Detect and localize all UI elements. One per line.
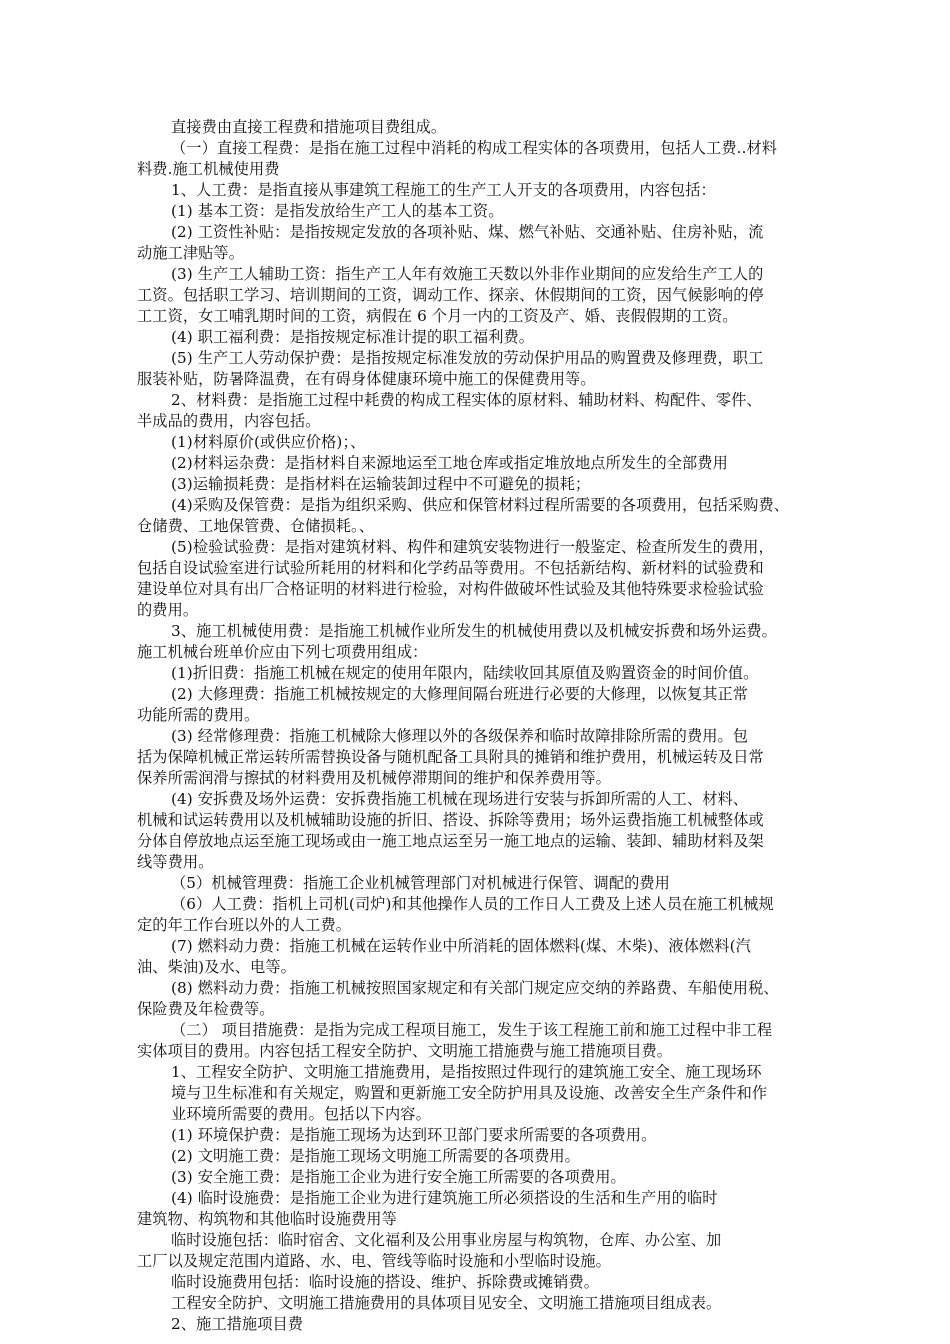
text-line: 工厂以及规定范围内道路、水、电、管线等临时设施和小型临时设施。 — [137, 1252, 611, 1270]
text-line: 工工资，女工哺乳期时间的工资，病假在 6 个月一内的工资及产、婚、丧假假期的工资。 — [137, 307, 738, 325]
text-line: (3) 生产工人辅助工资：指生产工人年有效施工天数以外非作业期间的应发给生产工人的 — [171, 265, 764, 283]
text-line: 境与卫生标准和有关规定，购置和更新施工安全防护用具及设施、改善安全生产条件和作 — [171, 1084, 768, 1102]
text-line: (4) 安拆费及场外运费：安拆费指施工机械在现场进行安装与拆卸所需的人工、材料、 — [171, 790, 749, 808]
text-line: 服装补贴，防暑降温费，在有碍身体健康环境中施工的保健费用等。 — [137, 370, 596, 388]
text-line: 机械和试运转费用以及机械辅助设施的折旧、搭设、拆除等费用；场外运费指施工机械整体或 — [137, 811, 764, 829]
text-line: (7) 燃料动力费：指施工机械在运转作业中所消耗的固体燃料(煤、木柴)、液体燃料(汽 — [171, 937, 751, 955]
text-line: (4)采购及保管费：是指为组织采购、供应和保管材料过程所需要的各项费用，包括采购费、 — [171, 496, 790, 514]
text-line: 直接费由直接工程费和措施项目费组成。 — [171, 118, 447, 136]
text-line: （二） 项目措施费：是指为完成工程项目施工，发生于该工程施工前和施工过程中非工程 — [171, 1021, 773, 1039]
text-line: 半成品的费用，内容包括。 — [137, 412, 321, 430]
text-line: 定的年工作台班以外的人工费。 — [137, 916, 352, 934]
text-line: 业环境所需要的费用。包括以下内容。 — [171, 1105, 431, 1123]
text-line: (1)材料原价(或供应价格)；、 — [171, 433, 366, 451]
text-line: 的费用。 — [137, 601, 199, 619]
text-line: （5）机械管理费：指施工企业机械管理部门对机械进行保管、调配的费用 — [171, 874, 670, 892]
text-line: 功能所需的费用。 — [137, 706, 260, 724]
text-line: (2) 大修理费：指施工机械按规定的大修理间隔台班进行必要的大修理，以恢复其正常 — [171, 685, 749, 703]
text-line: 2、材料费：是指施工过程中耗费的构成工程实体的原材料、辅助材料、构配件、零件、 — [171, 391, 762, 409]
text-line: (5) 生产工人劳动保护费：是指按规定标准发放的劳动保护用品的购置费及修理费，职工 — [171, 349, 764, 367]
text-line: (5)检验试验费：是指对建筑材料、构件和建筑安装物进行一般鉴定、检查所发生的费用， — [171, 538, 774, 556]
text-line: (4) 职工福利费：是指按规定标准计提的职工福利费。 — [171, 328, 535, 346]
text-line: (8) 燃料动力费：指施工机械按照国家规定和有关部门规定应交纳的养路费、车船使用税、 — [171, 979, 779, 997]
text-line: 包括自设试验室进行试验所耗用的材料和化学药品等费用。不包括新结构、新材料的试验费和 — [137, 559, 764, 577]
text-line: (1) 基本工资：是指发放给生产工人的基本工资。 — [171, 202, 504, 220]
text-line: 建设单位对具有出厂合格证明的材料进行检验，对构件做破坏性试验及其他特殊要求检验试验 — [137, 580, 764, 598]
text-line: 工程安全防护、文明施工措施费用的具体项目见安全、文明施工措施项目组成表。 — [171, 1294, 722, 1312]
text-line: （6）人工费：指机上司机(司炉)和其他操作人员的工作日人工费及上述人员在施工机械规 — [171, 895, 774, 913]
text-line: 料费.施工机械使用费 — [137, 160, 280, 178]
text-line: （一）直接工程费：是指在施工过程中消耗的构成工程实体的各项费用，包括人工费..材料 — [171, 139, 778, 157]
text-line: 建筑物、构筑物和其他临时设施费用等 — [137, 1210, 397, 1228]
text-line: (2) 工资性补贴：是指按规定发放的各项补贴、煤、燃气补贴、交通补贴、住房补贴，流 — [171, 223, 764, 241]
text-line: 施工机械台班单价应由下列七项费用组成： — [137, 643, 428, 661]
text-line: 1、工程安全防护、文明施工措施费用，是指按照过件现行的建筑施工安全、施工现场环 — [171, 1063, 762, 1081]
text-line: 油、柴油)及水、电等。 — [137, 958, 296, 976]
text-line: 动施工津贴等。 — [137, 244, 245, 262]
text-line: 1、人工费：是指直接从事建筑工程施工的生产工人开支的各项费用，内容包括： — [171, 181, 716, 199]
text-line: (2) 文明施工费：是指施工现场文明施工所需要的各项费用。 — [171, 1147, 580, 1165]
text-line: 实体项目的费用。内容包括工程安全防护、文明施工措施费与施工措施项目费。 — [137, 1042, 673, 1060]
text-line: 3、施工机械使用费：是指施工机械作业所发生的机械使用费以及机械安拆费和场外运费。 — [171, 622, 777, 640]
text-line: 临时设施费用包括：临时设施的搭设、维护、拆除费或摊销费。 — [171, 1273, 600, 1291]
text-line: (3)运输损耗费：是指材料在运输装卸过程中不可避免的损耗； — [171, 475, 591, 493]
text-line: 保险费及年检费等。 — [137, 1000, 275, 1018]
text-line: 临时设施包括：临时宿舍、文化福利及公用事业房屋与构筑物，仓库、办公室、加 — [171, 1231, 722, 1249]
text-line: 仓储费、工地保管费、仓储损耗。、 — [137, 517, 374, 535]
text-line: (3) 安全施工费：是指施工企业为进行安全施工所需要的各项费用。 — [171, 1168, 626, 1186]
text-line: (1) 环境保护费：是指施工现场为达到环卫部门要求所需要的各项费用。 — [171, 1126, 657, 1144]
text-line: 2、施工措施项目费 — [171, 1315, 304, 1333]
text-line: (3) 经常修理费：指施工机械除大修理以外的各级保养和临时故障排除所需的费用。包 — [171, 727, 749, 745]
text-line: 分体自停放地点运至施工现场或由一施工地点运至另一施工地点的运输、装卸、辅助材料及架 — [137, 832, 764, 850]
text-line: 括为保障机械正常运转所需替换设备与随机配备工具附具的摊销和维护费用，机械运转及日常 — [137, 748, 764, 766]
text-line: 工资。包括职工学习、培训期间的工资，调动工作、探亲、休假期间的工资，因气候影响的停 — [137, 286, 764, 304]
text-line: (4) 临时设施费：是指施工企业为进行建筑施工所必须搭设的生活和生产用的临时 — [171, 1189, 718, 1207]
text-line: 线等费用。 — [137, 853, 214, 871]
text-line: (2)材料运杂费：是指材料自来源地运至工地仓库或指定堆放地点所发生的全部费用 — [171, 454, 728, 472]
text-line: 保养所需润滑与擦拭的材料费用及机械停滞期间的维护和保养费用等。 — [137, 769, 611, 787]
text-line: (1)折旧费：指施工机械在规定的使用年限内，陆续收回其原值及购置资金的时间价值。 — [171, 664, 759, 682]
